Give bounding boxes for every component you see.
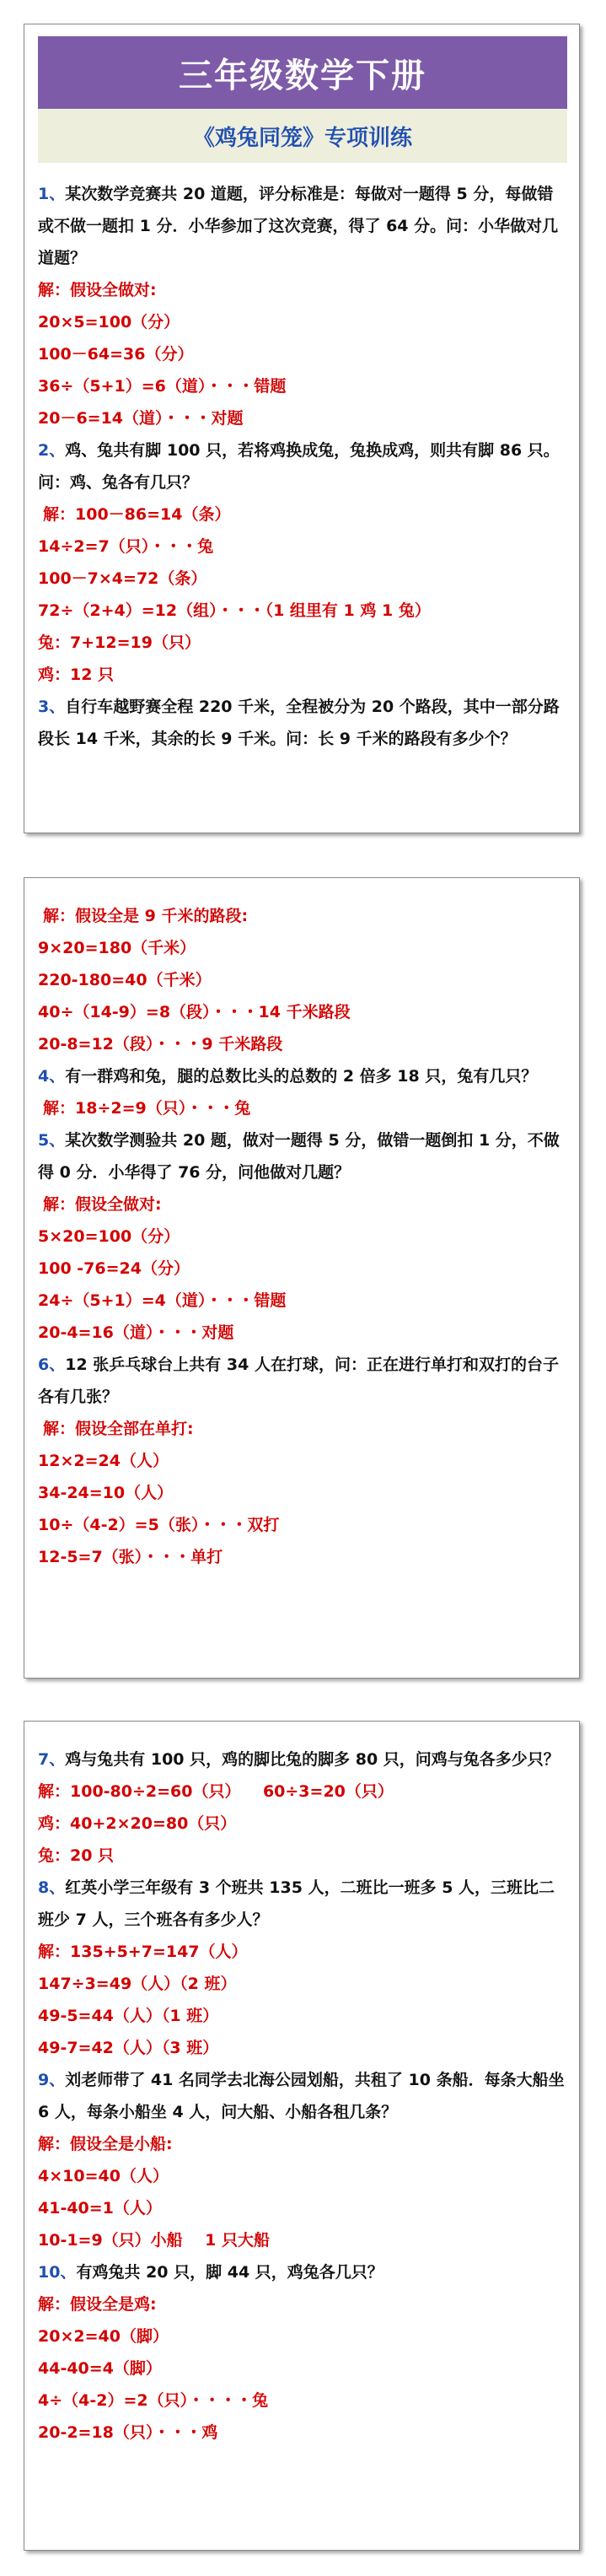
solution-line: 12×2=24（人） xyxy=(38,1452,169,1470)
solution-line: 100－64=36（分） xyxy=(38,345,194,364)
problem-8 xyxy=(38,1872,569,2064)
problem-question xyxy=(38,1349,569,1413)
problem-question xyxy=(38,2064,569,2128)
problem-number: 10、 xyxy=(38,2263,77,2282)
solution-line: 20-8=12（段）・・・9 千米路段 xyxy=(38,1035,283,1054)
problem-text: 某次数学测验共 20 题，做对一题得 5 分，做错一题倒扣 1 分，不做得 0 分．小华得了 76 分，问他做对几题？ xyxy=(38,1131,560,1182)
page-3-content xyxy=(38,1743,569,2449)
problem-number: 8、 xyxy=(38,1878,66,1897)
solution-line: 20×2=40（脚） xyxy=(38,2327,169,2346)
title-banner xyxy=(38,36,567,109)
problem-3 xyxy=(38,691,569,755)
worksheet-page-3 xyxy=(24,1721,580,2551)
solution-line: 14÷2=7（只）・・・兔 xyxy=(38,537,214,556)
problem-question xyxy=(38,691,569,755)
problem-number: 4、 xyxy=(38,1067,66,1086)
problem-9 xyxy=(38,2064,569,2256)
problem-question xyxy=(38,1060,569,1092)
solution-line: 解：135+5+7=147（人） xyxy=(38,1943,248,1961)
problem-5 xyxy=(38,1124,569,1349)
problem-question xyxy=(38,178,569,274)
solution-line: 解：假设全是 9 千米的路段: xyxy=(43,907,249,925)
problem-number: 2、 xyxy=(38,441,66,460)
worksheet-page-1 xyxy=(24,24,580,833)
solution-line: 9×20=180（千米） xyxy=(38,939,196,957)
problem-text: 红英小学三年级有 3 个班共 135 人，二班比一班多 5 人，三班比二班少 7 人，三个班各有多少人？ xyxy=(38,1878,555,1929)
solution-line: 49-5=44（人）（1 班） xyxy=(38,2007,219,2025)
solution-line: 4×10=40（人） xyxy=(38,2167,169,2185)
solution-line: 解：100－86=14（条） xyxy=(43,505,231,524)
solution-line: 5×20=100（分） xyxy=(38,1227,180,1246)
solution-line: 220-180=40（千米） xyxy=(38,971,212,989)
solution-line: 40÷（14-9）=8（段）・・・14 千米路段 xyxy=(38,1003,351,1021)
problem-10 xyxy=(38,2256,569,2449)
problem-question xyxy=(38,1743,569,1776)
solution-line: 解：假设全是鸡: xyxy=(38,2295,157,2314)
problem-2 xyxy=(38,434,569,691)
problem-question xyxy=(38,1872,569,1936)
problem-number: 6、 xyxy=(38,1355,66,1374)
solution-line: 100－7×4=72（条） xyxy=(38,569,207,588)
solution-line: 10-1=9（只）小船 1 只大船 xyxy=(38,2231,270,2250)
solution-line: 100 -76=24（分） xyxy=(38,1259,190,1278)
page-1-content xyxy=(38,178,569,755)
solution-line: 20-4=16（道）・・・对题 xyxy=(38,1323,234,1342)
solution-line: 解：假设全做对: xyxy=(43,1195,162,1214)
solution-line: 兔：20 只 xyxy=(38,1846,115,1865)
problem-question xyxy=(38,434,569,498)
solution-line: 解：假设全部在单打: xyxy=(43,1420,194,1438)
problem-number: 9、 xyxy=(38,2071,66,2089)
solution-line: 147÷3=49（人）（2 班） xyxy=(38,1975,237,1993)
problem-number: 1、 xyxy=(38,185,66,203)
solution-line: 24÷（5+1）=4（道）・・・错题 xyxy=(38,1291,287,1310)
problem-text: 有一群鸡和兔，腿的总数比头的总数的 2 倍多 18 只，兔有几只？ xyxy=(65,1067,538,1086)
solution-line: 44-40=4（脚） xyxy=(38,2359,162,2378)
problem-number: 5、 xyxy=(38,1131,66,1150)
solution-line: 解：100-80÷2=60（只） 60÷3=20（只） xyxy=(38,1782,394,1801)
subtitle-banner xyxy=(38,109,567,163)
problem-question xyxy=(38,2256,569,2288)
solution-line: 4÷（4-2）=2（只）・・・・兔 xyxy=(38,2391,269,2410)
page-2-content xyxy=(38,900,569,1573)
solution-line: 10÷（4-2）=5（张）・・・双打 xyxy=(38,1516,280,1534)
solution-line: 41-40=1（人） xyxy=(38,2199,162,2218)
solution-line: 20-2=18（只）・・・鸡 xyxy=(38,2423,218,2442)
solution-line: 鸡：12 只 xyxy=(38,666,115,684)
problem-text: 刘老师带了 41 名同学去北海公园划船，共租了 10 条船．每条大船坐 6 人，每条小船坐 4 人，问大船、小船各租几条？ xyxy=(38,2071,565,2121)
problem-text: 某次数学竞赛共 20 道题，评分标准是：每做对一题得 5 分，每做错或不做一题扣 1 分．小华参加了这次竞赛，得了 64 分。问：小华做对几道题？ xyxy=(38,185,559,267)
page-title: 三年级数学下册 xyxy=(179,56,426,95)
solution-line: 49-7=42（人）（3 班） xyxy=(38,2039,219,2057)
solution-line: 20－6=14（道）・・・对题 xyxy=(38,409,244,428)
solution-line: 12-5=7（张）・・・单打 xyxy=(38,1548,223,1566)
problem-text: 鸡与兔共有 100 只，鸡的脚比兔的脚多 80 只，问鸡与兔各多少只？ xyxy=(65,1750,560,1769)
solution-line: 34-24=10（人） xyxy=(38,1484,174,1502)
solution-line: 72÷（2+4）=12（组）・・・（1 组里有 1 鸡 1 兔） xyxy=(38,601,431,620)
problem-number: 3、 xyxy=(38,698,66,716)
problem-text: 12 张乒乓球台上共有 34 人在打球，问：正在进行单打和双打的台子各有几张？ xyxy=(38,1355,559,1406)
solution-line: 解：假设全做对: xyxy=(38,281,157,299)
problem-7 xyxy=(38,1743,569,1872)
problem-6 xyxy=(38,1349,569,1573)
problem-1 xyxy=(38,178,569,434)
solution-line: 解：18÷2=9（只）・・・兔 xyxy=(43,1099,251,1118)
problem-question xyxy=(38,1124,569,1188)
problem-text: 有鸡兔共 20 只，脚 44 只，鸡兔各几只？ xyxy=(76,2263,383,2282)
solution-line: 解：假设全是小船: xyxy=(38,2135,173,2153)
problem-3-solution xyxy=(38,900,569,1060)
problem-4 xyxy=(38,1060,569,1124)
problem-number: 7、 xyxy=(38,1750,66,1769)
page-subtitle: 《鸡兔同笼》专项训练 xyxy=(192,125,412,151)
solution-line: 兔：7+12=19（只） xyxy=(38,633,201,652)
solution-line: 20×5=100（分） xyxy=(38,313,180,331)
problem-text: 自行车越野赛全程 220 千米，全程被分为 20 个路段，其中一部分路段长 14 千米，其余的长 9 千米。问：长 9 千米的路段有多少个？ xyxy=(38,698,560,748)
solution-line: 鸡：40+2×20=80（只） xyxy=(38,1814,237,1833)
worksheet-page-2 xyxy=(24,877,580,1679)
solution-line: 36÷（5+1）=6（道）・・・错题 xyxy=(38,377,287,396)
problem-text: 鸡、兔共有脚 100 只，若将鸡换成兔，兔换成鸡，则共有脚 86 只。问：鸡、兔各有几只？ xyxy=(38,441,560,492)
